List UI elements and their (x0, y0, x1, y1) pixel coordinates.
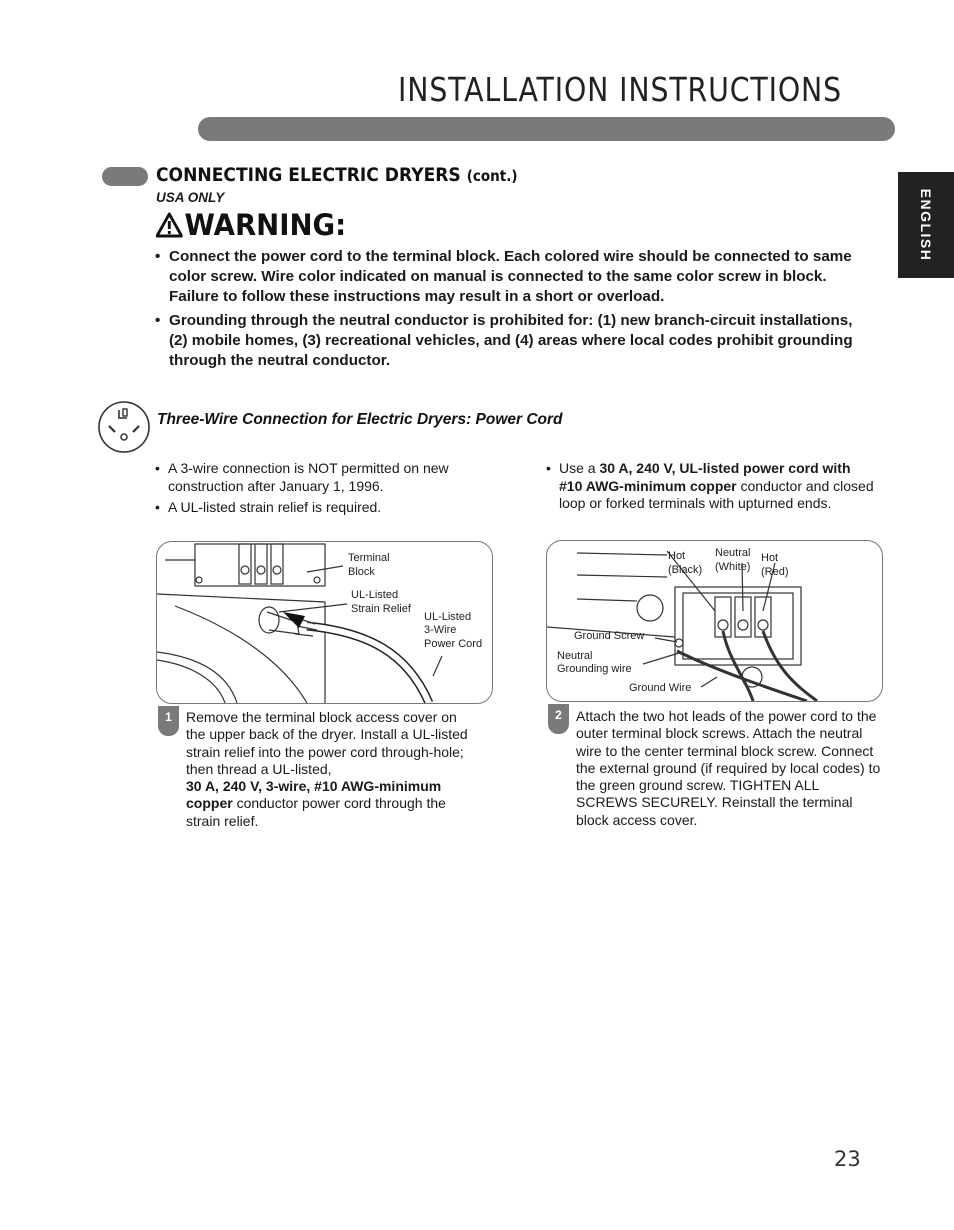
figure-2-terminal-connection (546, 540, 883, 702)
right-bullets (546, 460, 876, 517)
warning-heading (156, 208, 346, 242)
bullet-item: • A UL-listed strain relief is required. (155, 499, 505, 517)
step-1-badge: 1 (158, 706, 179, 736)
label-strain-relief-2: Strain Relief (351, 603, 411, 615)
title-bar (198, 117, 895, 141)
step-1-text-a: Remove the terminal block access cover on the upper back of the dryer. Install a UL-listed strain relief into the power cord through-hole; then thread a UL-listed, (186, 709, 468, 777)
label-hot-red-2: (Red) (761, 566, 789, 578)
page-title: INSTALLATION INSTRUCTIONS (398, 70, 842, 109)
warning-heading-text: WARNING: (184, 208, 347, 242)
label-hot-black-1: Hot (668, 550, 686, 562)
bullet-suffix: conductor and closed loop or forked terminals with upturned ends. (559, 477, 874, 511)
three-prong-outlet-icon (97, 400, 151, 454)
warning-item: • Connect the power cord to the terminal block. Each colored wire should be connected to same color screw. Wire color indicated on manual is connected to the same color screw in block. Failure to follow these instructions may result in a short or overload. (155, 247, 865, 307)
label-neutral-1: Neutral (715, 547, 751, 559)
label-neutral-ground-1: Neutral (557, 650, 593, 662)
label-neutral-ground-2: Grounding wire (557, 663, 632, 675)
language-tab (898, 172, 954, 278)
warning-item: • Grounding through the neutral conductor is prohibited for: (1) new branch-circuit installations, (2) mobile homes, (3) recreational vehicles, and (4) areas where local codes prohibit grounding through the neutral conductor. (155, 311, 865, 371)
step-1-text-b: conductor power cord through the strain relief. (186, 795, 446, 829)
label-strain-relief-1: UL-Listed (351, 589, 399, 601)
bullet-item: • A 3-wire connection is NOT permitted on new construction after January 1, 1996. (155, 460, 505, 495)
warning-list (155, 247, 865, 375)
region-note: USA ONLY (156, 190, 225, 205)
label-hot-red-1: Hot (761, 552, 779, 564)
label-neutral-2: (White) (715, 561, 751, 573)
label-terminal-block-1: Terminal (348, 552, 390, 564)
three-wire-heading: Three-Wire Connection for Electric Dryers: Power Cord (157, 411, 563, 428)
left-bullets (155, 460, 505, 521)
bullet-item (546, 460, 876, 513)
section-title (156, 164, 518, 186)
step-2-badge: 2 (548, 704, 569, 734)
step-1-text (186, 709, 478, 830)
label-cord-1: UL-Listed (424, 611, 472, 623)
label-hot-black-2: (Black) (668, 564, 703, 576)
warning-triangle-icon (156, 212, 183, 238)
section-title-text: CONNECTING ELECTRIC DRYERS (156, 164, 461, 186)
step-2-text: Attach the two hot leads of the power cord to the outer terminal block screws. Attach the neutral wire to the center terminal block screw. Connect the external ground (if required by local codes) to the green ground screw. TIGHTEN ALL SCREWS SECURELY. Reinstall the terminal block access cover. (576, 708, 881, 828)
step-1-text-bold: 30 A, 240 V, 3-wire, #10 AWG-minimum copper (186, 778, 442, 812)
section-title-suffix: (cont.) (466, 167, 518, 185)
label-terminal-block-2: Block (348, 566, 375, 578)
label-cord-3: Power Cord (424, 638, 483, 650)
label-cord-2: 3-Wire (424, 624, 457, 636)
figure-1-power-cord (156, 541, 493, 704)
language-tab-label: ENGLISH (918, 188, 934, 262)
bullet-prefix: Use a (559, 460, 600, 476)
page-number: 23 (834, 1147, 861, 1171)
label-ground-wire: Ground Wire (629, 682, 692, 694)
section-marker (102, 167, 148, 186)
bullet-bold: 30 A, 240 V, UL-listed power cord with #10 AWG-minimum copper (559, 460, 851, 494)
label-ground-screw: Ground Screw (574, 630, 645, 642)
